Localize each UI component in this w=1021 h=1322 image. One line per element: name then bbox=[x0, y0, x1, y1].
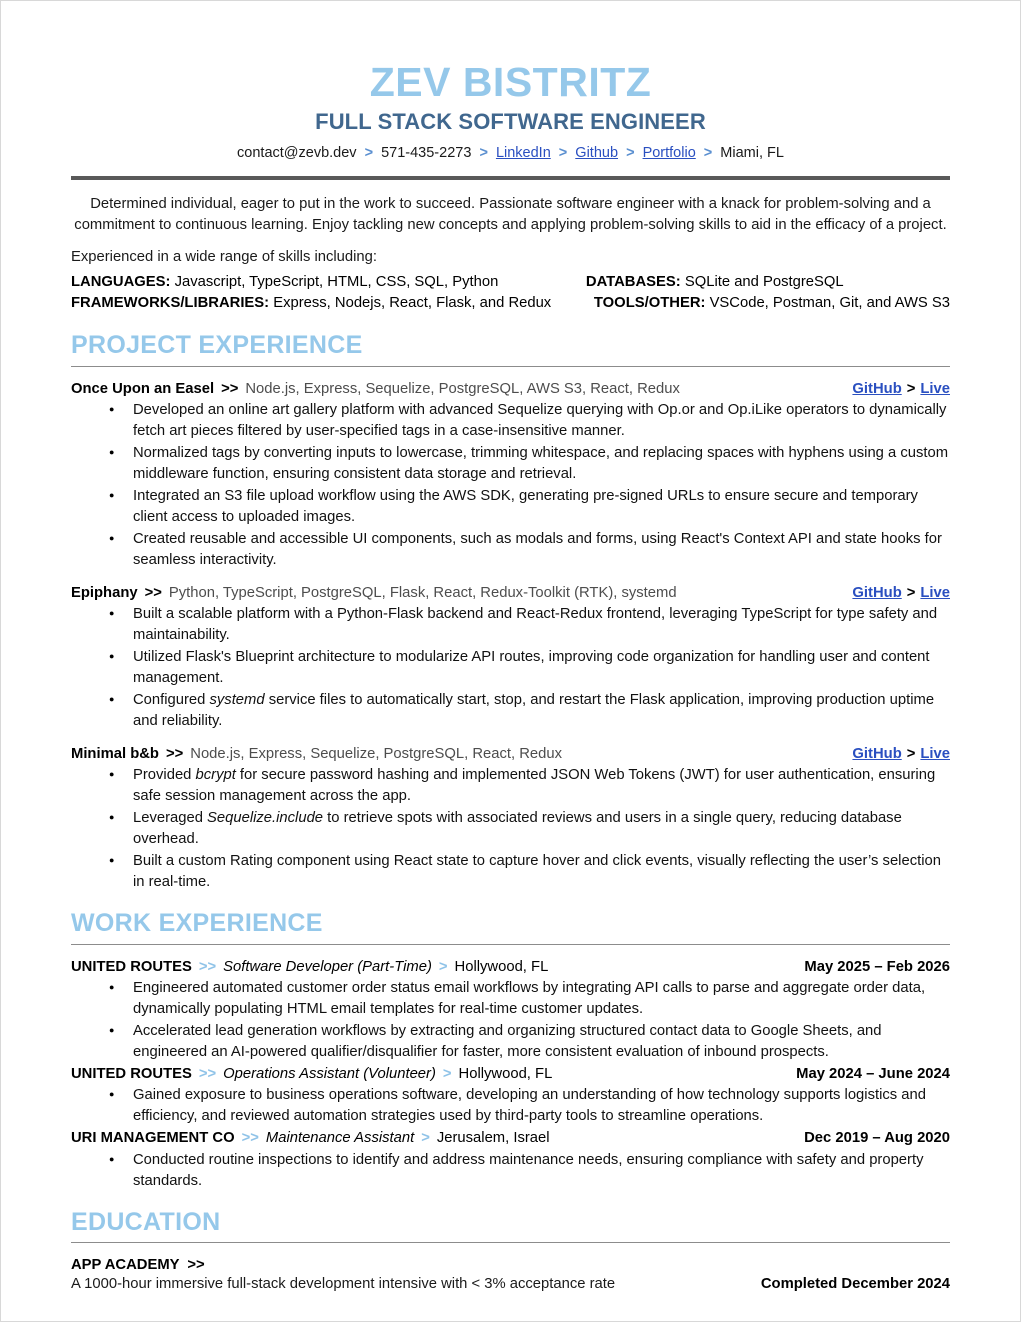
education-school-name: APP ACADEMY bbox=[71, 1257, 180, 1274]
chevron-right-icon: > bbox=[906, 380, 916, 397]
skills-label-tools: TOOLS/OTHER: bbox=[593, 295, 706, 312]
email-text: contact@zevb.dev bbox=[237, 145, 357, 162]
bullet-item: ● Utilized Flask's Blueprint architecture to modularize API routes, improving code organization for handling user and content management. bbox=[71, 647, 950, 689]
bullet-item: ● Accelerated lead generation workflows by extracting and organizing structured contact data to Google Sheets, and engineered an AI-powered qualifier/disqualifier for faster, more consistent evaluation of inbound prospects. bbox=[71, 1021, 950, 1063]
section-heading-projects: PROJECT EXPERIENCE bbox=[71, 330, 363, 359]
skills-value-tools: VSCode, Postman, Git, and AWS S3 bbox=[709, 295, 950, 312]
project-links bbox=[852, 745, 950, 764]
project-tech-stack: Node.js, Express, Sequelize, PostgreSQL, AWS S3, React, Redux bbox=[245, 380, 680, 397]
section-divider bbox=[71, 1242, 950, 1243]
bullet-list bbox=[71, 1085, 950, 1127]
portfolio-link[interactable]: Portfolio bbox=[642, 145, 696, 162]
work-entry bbox=[71, 958, 950, 1063]
project-header bbox=[71, 380, 950, 399]
skills-row-frameworks bbox=[71, 293, 582, 314]
skills-value-frameworks: Express, Nodejs, React, Flask, and Redux bbox=[273, 295, 552, 312]
project-name: Epiphany bbox=[71, 584, 138, 601]
skills-row-tools bbox=[582, 293, 950, 314]
chevron-separator-icon: > bbox=[479, 145, 488, 162]
job-title-subtitle: FULL STACK SOFTWARE ENGINEER bbox=[315, 109, 706, 135]
section-heading-education: EDUCATION bbox=[71, 1207, 221, 1236]
skills-intro-text: Experienced in a wide range of skills including: bbox=[71, 248, 377, 265]
github-link[interactable]: Github bbox=[575, 145, 619, 162]
bullet-item: ● Engineered automated customer order status email workflows by integrating API calls to parse and aggregate order data, dynamically populating HTML email templates for real-time customer updates. bbox=[71, 978, 950, 1020]
education-completed-date: Completed December 2024 bbox=[760, 1276, 950, 1293]
work-entry bbox=[71, 1129, 950, 1191]
bullet-list bbox=[71, 400, 950, 571]
skills-label-databases: DATABASES: bbox=[585, 273, 681, 290]
bullet-item: ● Developed an online art gallery platform with advanced Sequelize querying with Op.or and Op.iLike operators to dynamically fetch art pieces filtered by user-specified tags in a case-insensitive manner. bbox=[71, 400, 950, 442]
section-heading-work: WORK EXPERIENCE bbox=[71, 909, 323, 938]
chevron-separator-icon: > bbox=[558, 145, 568, 162]
work-location: Hollywood, FL bbox=[454, 959, 549, 975]
work-role: Software Developer (Part-Time) bbox=[223, 959, 432, 975]
skills-label-frameworks: FRAMEWORKS/LIBRARIES: bbox=[71, 295, 270, 312]
chevron-separator-icon: > bbox=[626, 145, 635, 162]
work-header bbox=[71, 1065, 950, 1084]
chevron-right-icon: > bbox=[906, 746, 916, 763]
chevron-double-icon: >> bbox=[241, 1130, 259, 1147]
education-description: A 1000-hour immersive full-stack development intensive with < 3% acceptance rate bbox=[71, 1276, 616, 1293]
work-company: UNITED ROUTES bbox=[71, 959, 192, 975]
bullet-item: ● Gained exposure to business operations software, developing an understanding of how technology supports logistics and efficiency, and reviewed automation strategies used by third-party tools to streamline operations. bbox=[71, 1085, 950, 1127]
chevron-right-icon: > bbox=[421, 1130, 430, 1147]
linkedin-link[interactable]: LinkedIn bbox=[495, 145, 551, 162]
project-header bbox=[71, 584, 950, 603]
skills-grid bbox=[71, 272, 950, 315]
location-text: Miami, FL bbox=[720, 145, 784, 162]
header-divider bbox=[71, 176, 950, 180]
skills-row-languages bbox=[71, 272, 582, 293]
bullet-item: ● Integrated an S3 file upload workflow using the AWS SDK, generating pre-signed URLs to ensure secure and temporary client access to uploaded images. bbox=[71, 486, 950, 528]
chevron-double-icon: >> bbox=[221, 380, 239, 397]
work-header bbox=[71, 958, 950, 977]
work-list bbox=[71, 958, 950, 1192]
project-entry bbox=[71, 584, 950, 732]
work-company: UNITED ROUTES bbox=[71, 1066, 192, 1083]
projects-list bbox=[71, 380, 950, 894]
section-divider bbox=[71, 366, 950, 367]
project-github-link[interactable]: GitHub bbox=[852, 380, 902, 397]
bullet-item: ● Configured systemd service files to automatically start, stop, and restart the Flask application, improving production uptime and reliability. bbox=[71, 690, 950, 732]
bullet-list bbox=[71, 978, 950, 1063]
bullet-item: ● Built a scalable platform with a Python-Flask backend and React-Redux frontend, leveraging TypeScript for type safety and maintainability. bbox=[71, 604, 950, 646]
skills-value-languages: Javascript, TypeScript, HTML, CSS, SQL, Python bbox=[174, 273, 499, 290]
project-name: Once Upon an Easel bbox=[71, 380, 215, 397]
project-name: Minimal b&b bbox=[71, 746, 159, 763]
project-links bbox=[852, 380, 950, 399]
bullet-list bbox=[71, 765, 950, 893]
work-dates: May 2024 – June 2024 bbox=[796, 1066, 950, 1083]
skills-column-right bbox=[582, 272, 950, 315]
work-location: Hollywood, FL bbox=[458, 1066, 553, 1083]
skills-column-left bbox=[71, 272, 582, 315]
phone-text: 571-435-2273 bbox=[381, 145, 472, 162]
summary-text: Determined individual, eager to put in the work to succeed. Passionate software engineer with a knack for problem-solving and a commitment to continuous learning. Enjoy tackling new concepts and applying problem-solving skills to aid in the efficacy of a project. bbox=[74, 195, 947, 233]
bullet-list bbox=[71, 604, 950, 732]
education-school-line bbox=[71, 1257, 950, 1273]
chevron-right-icon: > bbox=[442, 1066, 452, 1083]
work-dates: Dec 2019 – Aug 2020 bbox=[804, 1130, 950, 1147]
chevron-separator-icon: > bbox=[703, 145, 713, 162]
chevron-double-icon: >> bbox=[198, 1066, 217, 1083]
bullet-item: ● Created reusable and accessible UI components, such as modals and forms, using React's Context API and state hooks for seamless interactivity. bbox=[71, 529, 950, 571]
work-header bbox=[71, 1129, 950, 1148]
project-live-link[interactable]: Live bbox=[920, 380, 950, 397]
work-company: URI MANAGEMENT CO bbox=[71, 1130, 235, 1147]
project-live-link[interactable]: Live bbox=[920, 746, 950, 763]
page-title: ZEV BISTRITZ bbox=[369, 59, 652, 105]
contact-line bbox=[71, 144, 950, 163]
bullet-item: ● Normalized tags by converting inputs to lowercase, trimming whitespace, and replacing spaces with hyphens using a custom middleware function, ensuring consistent data storage and retrieval. bbox=[71, 443, 950, 485]
chevron-right-icon: > bbox=[906, 584, 916, 601]
bullet-item: ● Built a custom Rating component using React state to capture hover and click events, visually reflecting the user’s selection in real-time. bbox=[71, 851, 950, 893]
chevron-right-icon: > bbox=[438, 959, 448, 975]
resume-header bbox=[71, 1, 950, 180]
chevron-double-icon: >> bbox=[144, 584, 162, 601]
project-links bbox=[852, 584, 950, 603]
section-divider bbox=[71, 944, 950, 945]
bullet-item: ● Leveraged Sequelize.include to retrieve spots with associated reviews and users in a single query, reducing database overhead. bbox=[71, 808, 950, 850]
chevron-double-icon: >> bbox=[187, 1257, 205, 1274]
chevron-double-icon: >> bbox=[165, 746, 184, 763]
work-role: Operations Assistant (Volunteer) bbox=[223, 1066, 436, 1083]
chevron-double-icon: >> bbox=[198, 959, 217, 975]
work-entry bbox=[71, 1065, 950, 1127]
skills-label-languages: LANGUAGES: bbox=[71, 273, 171, 290]
bullet-item: ● Provided bcrypt for secure password hashing and implemented JSON Web Tokens (JWT) for user authentication, ensuring safe session management across the app. bbox=[71, 765, 950, 807]
bullet-list bbox=[71, 1150, 950, 1192]
work-dates: May 2025 – Feb 2026 bbox=[804, 959, 950, 975]
skills-row-databases bbox=[582, 272, 950, 293]
skills-value-databases: SQLite and PostgreSQL bbox=[684, 273, 844, 290]
project-tech-stack: Node.js, Express, Sequelize, PostgreSQL, React, Redux bbox=[190, 746, 563, 763]
project-header bbox=[71, 745, 950, 764]
education-detail-line bbox=[71, 1276, 950, 1292]
project-live-link[interactable]: Live bbox=[920, 584, 950, 601]
project-tech-stack: Python, TypeScript, PostgreSQL, Flask, React, Redux-Toolkit (RTK), systemd bbox=[168, 584, 677, 601]
work-role: Maintenance Assistant bbox=[265, 1130, 415, 1147]
bullet-item: ● Conducted routine inspections to identify and address maintenance needs, ensuring compliance with safety and property standards. bbox=[71, 1150, 950, 1192]
work-location: Jerusalem, Israel bbox=[436, 1130, 550, 1147]
project-entry bbox=[71, 380, 950, 571]
project-github-link[interactable]: GitHub bbox=[852, 746, 902, 763]
project-entry bbox=[71, 745, 950, 893]
project-github-link[interactable]: GitHub bbox=[852, 584, 902, 601]
chevron-separator-icon: > bbox=[364, 145, 374, 162]
